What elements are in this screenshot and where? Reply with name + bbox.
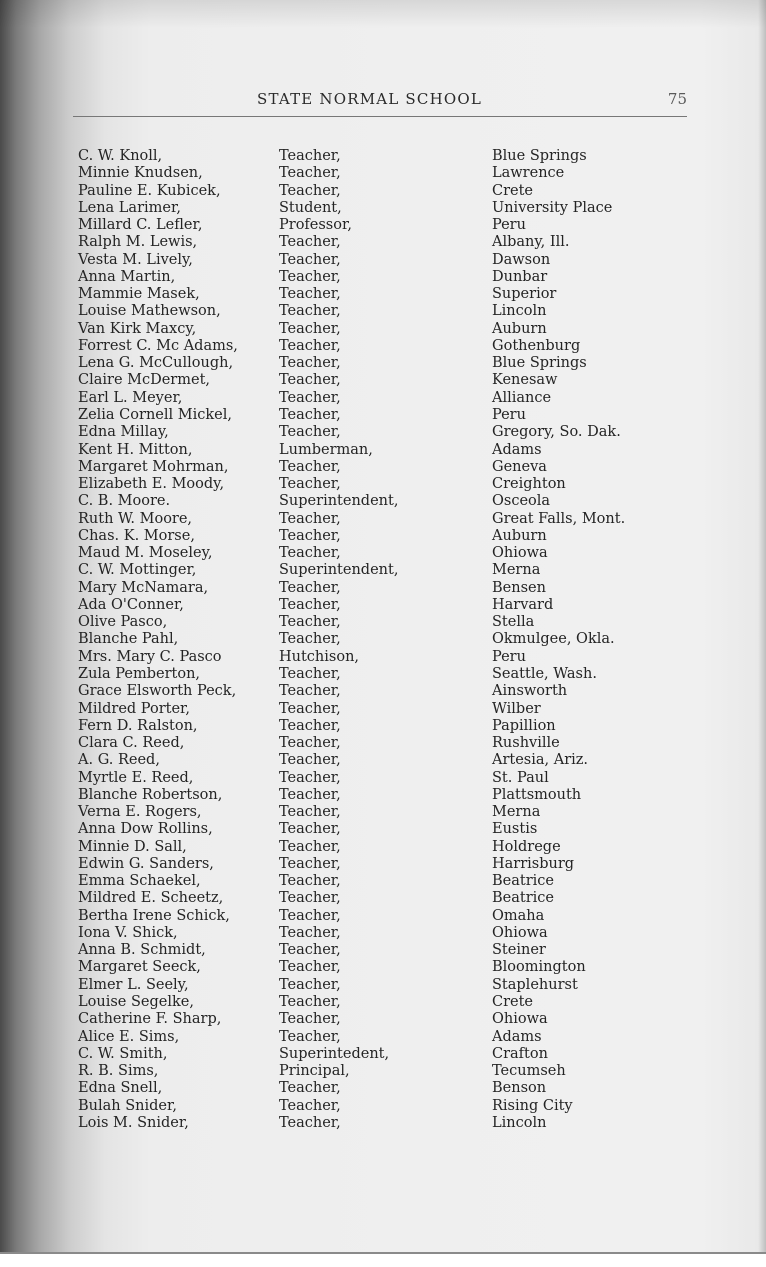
list-row <box>78 804 678 821</box>
person-name: Myrtle E. Reed, <box>78 769 194 786</box>
place: Peru <box>492 648 526 665</box>
place: Tecumseh <box>492 1063 566 1080</box>
list-row <box>78 424 678 441</box>
list-row <box>78 390 678 407</box>
place: Artesia, Ariz. <box>492 752 589 769</box>
person-name: Mildred E. Scheetz, <box>78 890 224 907</box>
place: Dunbar <box>492 268 548 285</box>
person-name: Verna E. Rogers, <box>78 804 202 821</box>
occupation: Teacher, <box>279 769 341 786</box>
person-name: C. W. Mottinger, <box>78 562 197 579</box>
place: Crete <box>492 182 534 199</box>
occupation: Teacher, <box>279 251 341 268</box>
list-row <box>78 735 678 752</box>
person-name: Bertha Irene Schick, <box>78 907 230 924</box>
occupation: Teacher, <box>279 303 341 320</box>
person-name: Margaret Seeck, <box>78 959 201 976</box>
person-name: Forrest C. Mc Adams, <box>78 337 238 354</box>
list-row <box>78 321 678 338</box>
person-name: Iona V. Shick, <box>78 924 178 941</box>
person-name: Lena G. McCullough, <box>78 355 234 372</box>
place: Peru <box>492 406 526 423</box>
list-row <box>78 873 678 890</box>
occupation: Teacher, <box>279 700 341 717</box>
list-row <box>78 1029 678 1046</box>
place: Blue Springs <box>492 355 587 372</box>
place: Omaha <box>492 907 545 924</box>
place: Stella <box>492 614 535 631</box>
list-row <box>78 752 678 769</box>
list-row <box>78 925 678 942</box>
place: University Place <box>492 199 613 216</box>
occupation: Teacher, <box>279 234 341 251</box>
list-row <box>78 631 678 648</box>
occupation: Teacher, <box>279 804 341 821</box>
place: Merna <box>492 804 541 821</box>
list-row <box>78 148 678 165</box>
person-name: Edna Millay, <box>78 424 169 441</box>
place: Gregory, So. Dak. <box>492 424 621 441</box>
person-name: Lois M. Snider, <box>78 1114 189 1131</box>
person-name: A. G. Reed, <box>78 752 160 769</box>
person-name: Pauline E. Kubicek, <box>78 182 221 199</box>
place: Gothenburg <box>492 337 581 354</box>
place: Rushville <box>492 735 560 752</box>
list-row <box>78 1098 678 1115</box>
person-name: Olive Pasco, <box>78 614 168 631</box>
place: Plattsmouth <box>492 786 582 803</box>
occupation: Teacher, <box>279 545 341 562</box>
place: Crete <box>492 994 534 1011</box>
list-row <box>78 580 678 597</box>
list-row <box>78 977 678 994</box>
person-name: Vesta M. Lively, <box>78 251 193 268</box>
list-row <box>78 718 678 735</box>
page-right-edge <box>758 0 766 1252</box>
list-row <box>78 407 678 424</box>
person-name: Blanche Pahl, <box>78 631 179 648</box>
place: Bensen <box>492 579 546 596</box>
list-row <box>78 545 678 562</box>
person-name: Ralph M. Lewis, <box>78 234 198 251</box>
person-name: Ada O'Conner, <box>78 596 184 613</box>
list-row <box>78 269 678 286</box>
occupation: Teacher, <box>279 286 341 303</box>
list-row <box>78 856 678 873</box>
person-name: Catherine F. Sharp, <box>78 1011 222 1028</box>
occupation: Teacher, <box>279 596 341 613</box>
list-row <box>78 890 678 907</box>
list-row <box>78 821 678 838</box>
place: Papillion <box>492 717 556 734</box>
person-name: Kent H. Mitton, <box>78 441 193 458</box>
list-row <box>78 442 678 459</box>
occupation: Teacher, <box>279 1114 341 1131</box>
occupation: Student, <box>279 199 342 216</box>
person-name: Fern D. Ralston, <box>78 717 198 734</box>
page-number: 75 <box>667 90 687 108</box>
person-name: Louise Mathewson, <box>78 303 221 320</box>
occupation: Professor, <box>279 217 352 234</box>
person-name: Zula Pemberton, <box>78 665 201 682</box>
list-row <box>78 493 678 510</box>
place: Creighton <box>492 476 566 493</box>
place: Beatrice <box>492 890 554 907</box>
list-row <box>78 511 678 528</box>
list-row <box>78 476 678 493</box>
person-name: Emma Schaekel, <box>78 873 201 890</box>
place: Steiner <box>492 942 546 959</box>
occupation: Teacher, <box>279 631 341 648</box>
person-name: Minnie Knudsen, <box>78 165 203 182</box>
running-head: STATE NORMAL SCHOOL <box>257 90 483 108</box>
list-row <box>78 1080 678 1097</box>
place: Beatrice <box>492 873 554 890</box>
place: Ohiowa <box>492 1011 548 1028</box>
person-name: Elmer L. Seely, <box>78 976 189 993</box>
person-name: Chas. K. Morse, <box>78 527 195 544</box>
person-name: Van Kirk Maxcy, <box>78 320 197 337</box>
occupation: Teacher, <box>279 976 341 993</box>
occupation: Teacher, <box>279 424 341 441</box>
list-row <box>78 234 678 251</box>
person-name: Blanche Robertson, <box>78 786 223 803</box>
occupation: Teacher, <box>279 165 341 182</box>
place: Lawrence <box>492 165 565 182</box>
place: Kenesaw <box>492 372 558 389</box>
list-row <box>78 683 678 700</box>
list-row <box>78 614 678 631</box>
list-row <box>78 286 678 303</box>
list-row <box>78 701 678 718</box>
occupation: Teacher, <box>279 873 341 890</box>
header-rule <box>73 116 687 117</box>
occupation: Teacher, <box>279 838 341 855</box>
person-name: C. W. Smith, <box>78 1045 168 1062</box>
occupation: Teacher, <box>279 752 341 769</box>
list-row <box>78 666 678 683</box>
list-row <box>78 562 678 579</box>
occupation: Superintedent, <box>279 1045 390 1062</box>
person-name: C. W. Knoll, <box>78 148 163 164</box>
place: Rising City <box>492 1097 573 1114</box>
place: Peru <box>492 217 526 234</box>
person-name: Mary McNamara, <box>78 579 209 596</box>
occupation: Teacher, <box>279 942 341 959</box>
list-row <box>78 528 678 545</box>
occupation: Teacher, <box>279 476 341 493</box>
occupation: Teacher, <box>279 406 341 423</box>
person-name: Mrs. Mary C. Pasco <box>78 648 222 665</box>
person-name: Elizabeth E. Moody, <box>78 476 225 493</box>
page-top-shadow <box>0 0 766 28</box>
place: Wilber <box>492 700 541 717</box>
list-row <box>78 459 678 476</box>
list-row <box>78 372 678 389</box>
occupation: Teacher, <box>279 1097 341 1114</box>
occupation: Teacher, <box>279 890 341 907</box>
list-row <box>78 942 678 959</box>
list-row <box>78 908 678 925</box>
occupation: Teacher, <box>279 786 341 803</box>
occupation: Teacher, <box>279 355 341 372</box>
list-row <box>78 1011 678 1028</box>
place: Eustis <box>492 821 538 838</box>
person-name: Ruth W. Moore, <box>78 510 193 527</box>
occupation: Teacher, <box>279 389 341 406</box>
person-name: Maud M. Moseley, <box>78 545 213 562</box>
list-row <box>78 770 678 787</box>
person-name: Anna B. Schmidt, <box>78 942 206 959</box>
place: Dawson <box>492 251 551 268</box>
place: Albany, Ill. <box>492 234 570 251</box>
occupation: Teacher, <box>279 148 341 164</box>
list-row <box>78 217 678 234</box>
person-name: Clara C. Reed, <box>78 735 185 752</box>
occupation: Teacher, <box>279 579 341 596</box>
place: Ohiowa <box>492 924 548 941</box>
place: Benson <box>492 1080 547 1097</box>
person-name: Alice E. Sims, <box>78 1028 180 1045</box>
list-row <box>78 355 678 372</box>
occupation: Superintendent, <box>279 562 399 579</box>
occupation: Teacher, <box>279 1028 341 1045</box>
list-row <box>78 839 678 856</box>
list-row <box>78 165 678 182</box>
place: Superior <box>492 286 557 303</box>
place: Lincoln <box>492 1114 547 1131</box>
list-row <box>78 1115 678 1132</box>
person-name: Mildred Porter, <box>78 700 190 717</box>
list-row <box>78 959 678 976</box>
occupation: Teacher, <box>279 268 341 285</box>
person-name: Zelia Cornell Mickel, <box>78 406 232 423</box>
place: Blue Springs <box>492 148 587 164</box>
list-row <box>78 597 678 614</box>
person-name: Earl L. Meyer, <box>78 389 183 406</box>
occupation: Teacher, <box>279 458 341 475</box>
list-row <box>78 200 678 217</box>
place: Adams <box>492 441 542 458</box>
occupation: Teacher, <box>279 665 341 682</box>
person-name: Margaret Mohrman, <box>78 458 229 475</box>
place: Harvard <box>492 596 554 613</box>
occupation: Teacher, <box>279 924 341 941</box>
occupation: Principal, <box>279 1063 350 1080</box>
occupation: Superintendent, <box>279 493 399 510</box>
place: Okmulgee, Okla. <box>492 631 615 648</box>
occupation: Teacher, <box>279 372 341 389</box>
person-name: Louise Segelke, <box>78 994 194 1011</box>
person-name: Edna Snell, <box>78 1080 163 1097</box>
list-row <box>78 649 678 666</box>
person-name: C. B. Moore. <box>78 493 171 510</box>
list-row <box>78 338 678 355</box>
place: Great Falls, Mont. <box>492 510 626 527</box>
list-row <box>78 787 678 804</box>
alumni-list <box>78 148 678 1132</box>
person-name: Lena Larimer, <box>78 199 181 216</box>
place: Lincoln <box>492 303 547 320</box>
occupation: Teacher, <box>279 907 341 924</box>
list-row <box>78 183 678 200</box>
occupation: Teacher, <box>279 717 341 734</box>
occupation: Teacher, <box>279 1080 341 1097</box>
place: Ohiowa <box>492 545 548 562</box>
occupation: Teacher, <box>279 320 341 337</box>
place: Merna <box>492 562 541 579</box>
person-name: Millard C. Lefler, <box>78 217 203 234</box>
person-name: R. B. Sims, <box>78 1063 159 1080</box>
person-name: Anna Martin, <box>78 268 176 285</box>
occupation: Teacher, <box>279 510 341 527</box>
occupation: Teacher, <box>279 994 341 1011</box>
place: Holdrege <box>492 838 561 855</box>
occupation: Teacher, <box>279 821 341 838</box>
list-row <box>78 252 678 269</box>
person-name: Edwin G. Sanders, <box>78 855 214 872</box>
person-name: Bulah Snider, <box>78 1097 177 1114</box>
person-name: Mammie Masek, <box>78 286 200 303</box>
list-row <box>78 1046 678 1063</box>
place: St. Paul <box>492 769 549 786</box>
occupation: Teacher, <box>279 959 341 976</box>
place: Crafton <box>492 1045 548 1062</box>
place: Auburn <box>492 320 547 337</box>
place: Osceola <box>492 493 551 510</box>
place: Ainsworth <box>492 683 568 700</box>
occupation: Teacher, <box>279 337 341 354</box>
place: Alliance <box>492 389 552 406</box>
occupation: Teacher, <box>279 182 341 199</box>
place: Auburn <box>492 527 547 544</box>
occupation: Teacher, <box>279 1011 341 1028</box>
place: Seattle, Wash. <box>492 665 597 682</box>
occupation: Teacher, <box>279 735 341 752</box>
place: Adams <box>492 1028 542 1045</box>
occupation: Hutchison, <box>279 648 360 665</box>
occupation: Teacher, <box>279 527 341 544</box>
place: Geneva <box>492 458 547 475</box>
occupation: Teacher, <box>279 683 341 700</box>
page-header <box>73 90 687 114</box>
occupation: Teacher, <box>279 614 341 631</box>
occupation: Teacher, <box>279 855 341 872</box>
person-name: Claire McDermet, <box>78 372 211 389</box>
occupation: Lumberman, <box>279 441 373 458</box>
person-name: Anna Dow Rollins, <box>78 821 213 838</box>
list-row <box>78 303 678 320</box>
list-row <box>78 994 678 1011</box>
person-name: Grace Elsworth Peck, <box>78 683 237 700</box>
person-name: Minnie D. Sall, <box>78 838 187 855</box>
place: Bloomington <box>492 959 586 976</box>
place: Staplehurst <box>492 976 578 993</box>
place: Harrisburg <box>492 855 575 872</box>
list-row <box>78 1063 678 1080</box>
